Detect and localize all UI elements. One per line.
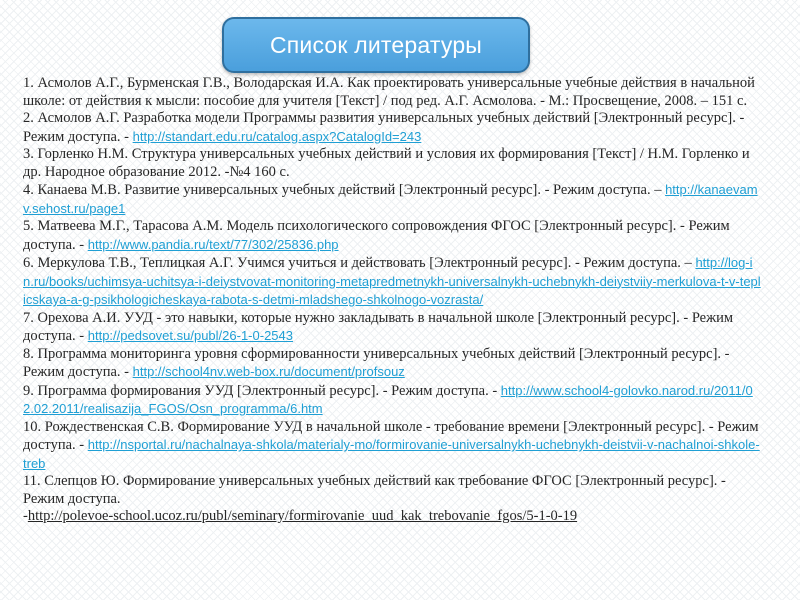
reference-link[interactable]: http://pedsovet.su/publ/26-1-0-2543 [87,328,293,343]
reference-text: 3. Горленко Н.М. Структура универсальных учебных действий и условия их формирования [Текст] / Н.М. Горленко и др. Народное образование 2012. -№4 160 с. [23,146,750,180]
reference-link[interactable]: http://nsportal.ru/nachalnaya-shkola/materialy-mo/formirovanie-universalnykh-uchebnykh-deistvii-v-nachalnoi-shkole-treb [23,437,760,471]
reference-item [23,110,763,146]
reference-text: - [23,508,28,524]
reference-item [23,75,763,110]
reference-link[interactable]: http://school4nv.web-box.ru/document/profsouz [132,364,405,379]
reference-text: 2. Асмолов А.Г. Разработка модели Программы развития универсальных учебных действий [Электронный ресурс]. - Режим доступа. - [23,110,745,145]
reference-item [23,473,763,508]
reference-text: 4. Канаева М.В. Развитие универсальных учебных действий [Электронный ресурс]. - Режим доступа. – [23,182,662,198]
reference-item [23,346,763,382]
reference-item [23,181,763,218]
reference-link[interactable]: http://kanaevamv.sehost.ru/page1 [23,182,758,216]
title-banner [222,17,530,73]
reference-text: 10. Рождественская С.В. Формирование УУД в начальной школе - требование времени [Электронный ресурс]. - Режим доступа. - [23,418,759,453]
reference-text: 1. Асмолов А.Г., Бурменская Г.В., Володарская И.А. Как проектировать универсальные учебные действия в начальной школе: от действия к мысли: пособие для учителя [Текст] / под ред. А.Г. Асмолова. - М.: Просвещение, 2008. – 151 с. [23,75,755,109]
reference-item [23,146,763,181]
reference-item [23,508,763,526]
reference-link[interactable]: http://www.school4-golovko.narod.ru/2011/02.02.2011/realisazija_FGOS/Osn_programma/6.htm [23,382,753,416]
reference-text: 6. Меркулова Т.В., Теплицкая А.Г. Учимся учиться и действовать [Электронный ресурс]. - Режим доступа. – [23,255,692,271]
reference-text: 5. Матвеева М.Г., Тарасова А.М. Модель психологического сопровождения ФГОС [Электронный ресурс]. - Режим доступа. - [23,218,730,253]
reference-text: 8. Программа мониторинга уровня сформированности универсальных учебных действий [Электронный ресурс]. - Режим доступа. - [23,345,730,380]
reference-text: 7. Орехова А.И. УУД - это навыки, которые нужно закладывать в начальной школе [Электронный ресурс]. - Режим доступа. - [23,309,734,344]
reference-link[interactable]: http://standart.edu.ru/catalog.aspx?CatalogId=243 [132,128,422,144]
reference-item [23,382,763,419]
reference-item [23,218,763,254]
reference-text: 11. Слепцов Ю. Формирование универсальных учебных действий как требование ФГОС [Электронный ресурс]. - Режим доступа. [23,473,726,507]
reference-link[interactable]: http://www.pandia.ru/text/77/302/25836.php [87,236,339,252]
reference-text: 9. Программа формирования УУД [Электронный ресурс]. - Режим доступа. - [23,382,498,399]
reference-link[interactable]: http://log-in.ru/books/uchimsya-uchitsya-i-deiystvovat-monitoring-metapredmetnykh-universalnykh-uchebnykh-deiystviiy-merkulova-t-v-teplicskaya-a-g-psikhologicheskaya-rabota-s-detmi-mladshego-shkolnogo-vozrasta/ [23,255,761,307]
reference-item [23,419,763,474]
reference-list [23,75,763,526]
page-title: Список литературы [269,31,483,58]
reference-url: http://polevoe-school.ucoz.ru/publ/seminary/formirovanie_uud_kak_trebovanie_fgos/5-1-0-19 [27,508,578,524]
reference-item [23,254,763,310]
reference-item [23,310,763,346]
